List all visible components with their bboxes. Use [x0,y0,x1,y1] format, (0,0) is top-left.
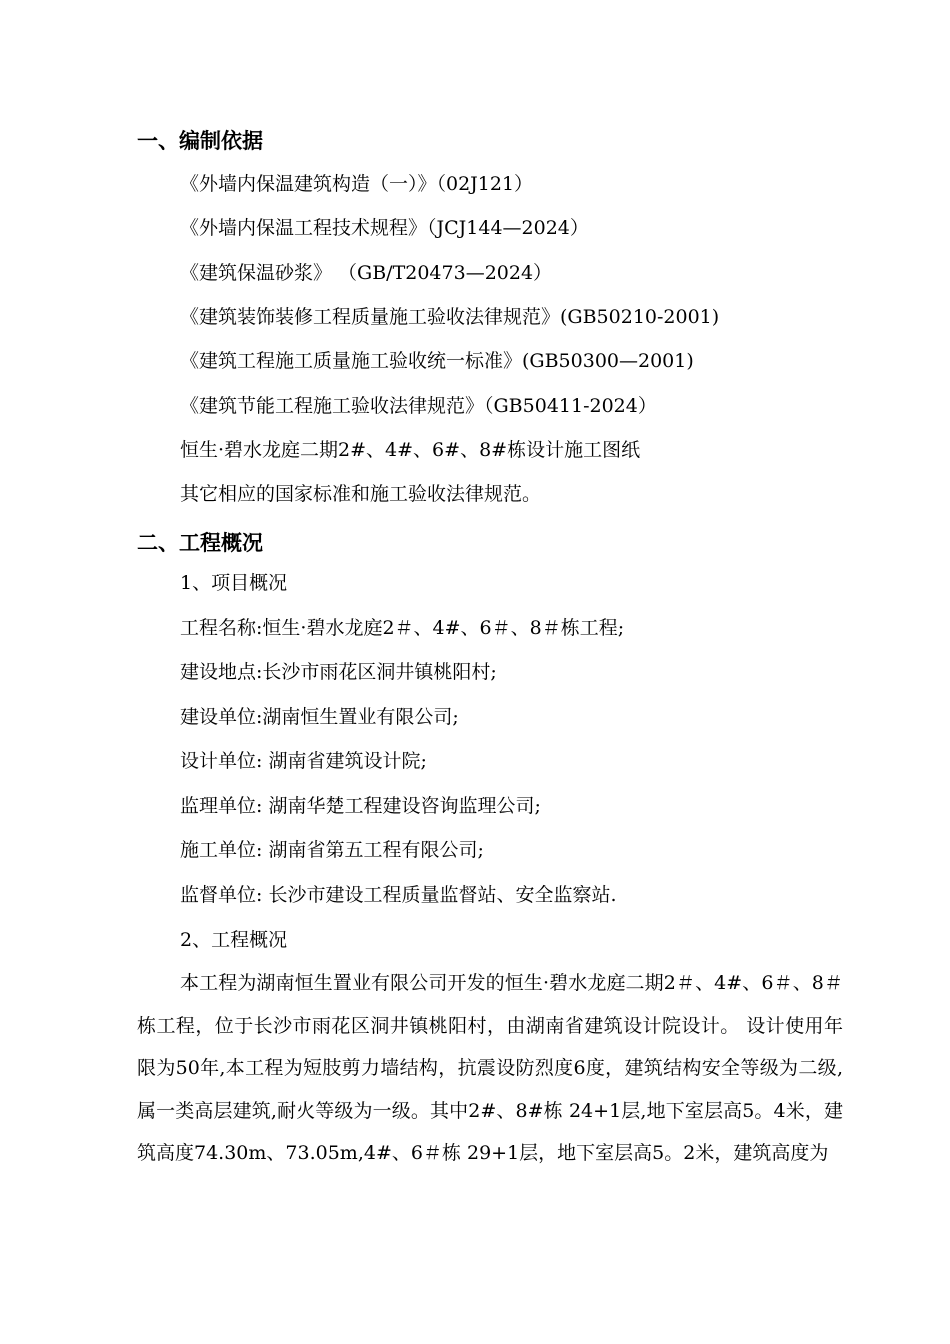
reference-item: 《外墙内保温工程技术规程》（JCJ144—2024） [180,217,589,239]
subsection-title: 2、工程概况 [180,929,288,951]
overview-paragraph: 本工程为湖南恒生置业有限公司开发的恒生·碧水龙庭二期2＃、4#、6＃、8＃栋工程，位于长沙市雨花区洞井镇桃阳村，由湖南省建筑设计院设计。 设计使用年限为50年,本工程为短肢剪力墙结构，抗震设防烈度6度，建筑结构安全等级为二级,属一类高层建筑,耐火等级为一级。其中2#、8#栋 24+1层,地下室层高5。4米，建筑高度74.30m、73.05m,4#、6＃栋 29+1层，地下室层高5。2米，建筑高度为 [137,972,843,1164]
section-heading: 二、工程概况 [137,531,263,555]
reference-item: 其它相应的国家标准和施工验收法律规范。 [180,483,542,505]
reference-item: 《建筑节能工程施工验收法律规范》（GB50411-2024） [180,395,657,417]
project-info-line: 设计单位: 湖南省建筑设计院; [180,750,427,772]
subsection-title: 1、项目概况 [180,572,288,594]
project-info-line: 施工单位: 湖南省第五工程有限公司; [180,839,484,861]
section-heading: 一、编制依据 [137,129,263,153]
reference-item: 《建筑工程施工质量施工验收统一标准》(GB50300—2001) [180,350,694,372]
project-info-line: 监督单位: 长沙市建设工程质量监督站、安全监察站. [180,884,617,906]
reference-item: 恒生·碧水龙庭二期2#、4#、6#、8#栋设计施工图纸 [180,439,641,461]
reference-item: 《建筑保温砂浆》 （GB/T20473—2024） [180,262,553,284]
project-info-line: 建设单位:湖南恒生置业有限公司; [180,706,459,728]
project-info-line: 工程名称:恒生·碧水龙庭2＃、4#、6＃、8＃栋工程; [180,617,625,639]
project-info-line: 监理单位: 湖南华楚工程建设咨询监理公司; [180,795,541,817]
reference-item: 《建筑装饰装修工程质量施工验收法律规范》(GB50210-2001) [180,306,720,328]
reference-item: 《外墙内保温建筑构造（一）》（02J121） [180,173,534,195]
project-info-line: 建设地点:长沙市雨花区洞井镇桃阳村; [180,661,497,683]
